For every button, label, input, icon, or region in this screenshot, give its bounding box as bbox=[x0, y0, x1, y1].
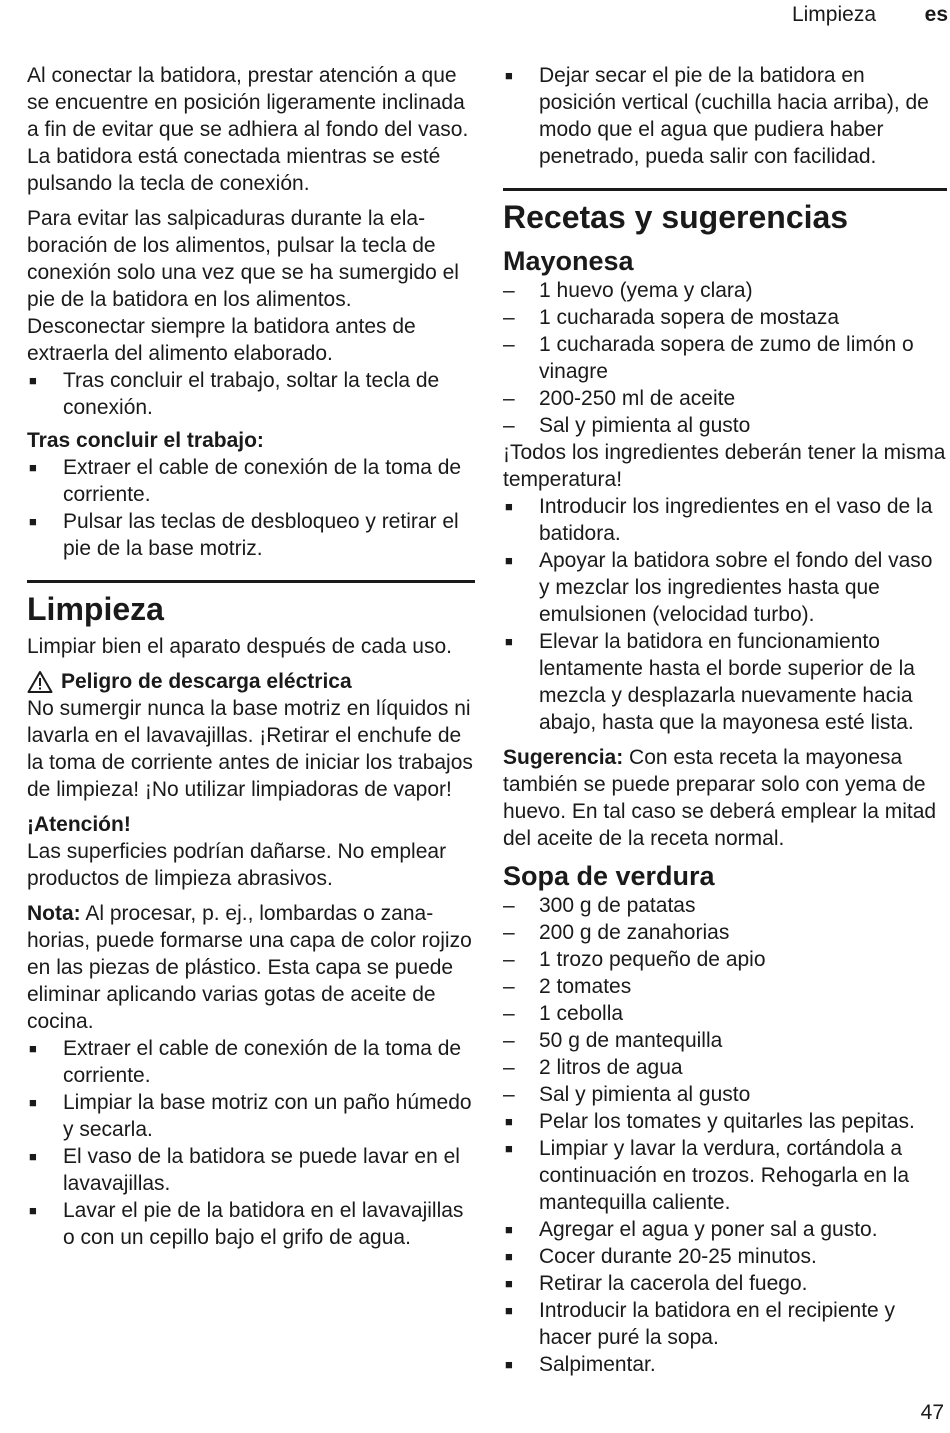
ingredient-item: – 1 trozo pequeño de apio bbox=[503, 946, 947, 973]
section-divider bbox=[503, 188, 947, 191]
ingredient-item: – 1 cucharada sopera de mostaza bbox=[503, 304, 947, 331]
list-item: ■ Agregar el agua y poner sal a gusto. bbox=[503, 1216, 947, 1243]
note-text: Al procesar, p. ej., lombardas o zanahorias, puede formarse una capa de color rojizo en las piezas de plástico. Esta capa se puede eliminar aplicando varias gotas de aceite de cocina. bbox=[27, 902, 472, 1033]
ingredient-item: – 1 cebolla bbox=[503, 1000, 947, 1027]
note-paragraph bbox=[27, 900, 475, 1035]
ingredient-item: – 1 cucharada sopera de zumo de limón o vinagre bbox=[503, 331, 947, 385]
ingredient-item: – 200 g de zanahorias bbox=[503, 919, 947, 946]
list-item: ■ Cocer durante 20-25 minutos. bbox=[503, 1243, 947, 1270]
soup-title: Sopa de verdura bbox=[503, 861, 715, 891]
list-item: ■ Introducir la batidora en el recipiente y hacer puré la sopa. bbox=[503, 1297, 947, 1351]
ingredient-item: – Sal y pimienta al gusto bbox=[503, 1081, 947, 1108]
ingredient-item: – Sal y pimienta al gusto bbox=[503, 412, 947, 439]
paragraph-connect: Al conectar la batidora, prestar atención a que se encuentre en posición ligeramente inclinada a fin de evitar que se adhiera al fondo del vaso. La batidora está conectada mientras se esté pulsando la tecla de conexión. bbox=[27, 64, 469, 195]
warning-triangle-icon bbox=[27, 670, 53, 694]
list-item: ■ Pelar los tomates y quitarles las pepitas. bbox=[503, 1108, 947, 1135]
ingredient-item: – 2 tomates bbox=[503, 973, 947, 1000]
list-item: ■ Extraer el cable de conexión de la toma de corriente. bbox=[27, 1035, 475, 1089]
tip-paragraph bbox=[503, 744, 947, 852]
list-item: ■ Limpiar la base motriz con un paño húmedo y secarla. bbox=[27, 1089, 475, 1143]
list-item: ■ Lavar el pie de la batidora en el lavavajillas o con un cepillo bajo el grifo de agua. bbox=[27, 1197, 475, 1251]
ingredient-item: – 50 g de mantequilla bbox=[503, 1027, 947, 1054]
paragraph-splash: Para evitar las salpicaduras durante la elaboración de los alimentos, pulsar la tecla de conexión solo una vez que se ha sumergido el pie de la batidora en los alimentos. Desconectar siempre la batidora antes de extraerla del alimento elaborado. bbox=[27, 207, 459, 365]
header-language-code: es bbox=[924, 3, 948, 26]
list-item: ■ Extraer el cable de conexión de la toma de corriente. bbox=[27, 454, 475, 508]
list-item: ■ Salpimentar. bbox=[503, 1351, 947, 1378]
danger-heading bbox=[27, 668, 475, 695]
cleaning-title: Limpieza bbox=[27, 591, 164, 627]
danger-text: No sumergir nunca la base motriz en líquidos ni lavarla en el lavavajillas. ¡Retirar el enchufe de la toma de corriente antes de iniciar los trabajos de limpieza! ¡No utilizar limpiadoras de vapor! bbox=[27, 697, 473, 801]
list-item: ■ Apoyar la batidora sobre el fondo del vaso y mezclar los ingredientes hasta que emulsionen (velocidad turbo). bbox=[503, 547, 947, 628]
tip-label: Sugerencia: bbox=[503, 746, 624, 769]
tip-text: Con esta receta la mayonesa también se puede preparar solo con yema de huevo. En tal caso se deberá emplear la mitad del aceite de la receta normal. bbox=[503, 746, 937, 850]
list-item: ■ Limpiar y lavar la verdura, cortándola a continuación en trozos. Rehogarla en la mantequilla caliente. bbox=[503, 1135, 947, 1216]
list-item: ■ Retirar la cacerola del fuego. bbox=[503, 1270, 947, 1297]
danger-title: Peligro de descarga eléctrica bbox=[61, 670, 352, 693]
right-column bbox=[503, 62, 947, 1378]
ingredient-item: – 200-250 ml de aceite bbox=[503, 385, 947, 412]
ingredient-item: – 2 litros de agua bbox=[503, 1054, 947, 1081]
mayonnaise-title: Mayonesa bbox=[503, 246, 634, 276]
attention-heading: ¡Atención! bbox=[27, 813, 131, 836]
list-item: ■ Dejar secar el pie de la batidora en posición vertical (cuchilla hacia arriba), de modo que el agua que pudiera haber penetrado, pueda salir con facilidad. bbox=[503, 62, 947, 170]
section-divider bbox=[27, 580, 475, 583]
list-item: ■ Pulsar las teclas de desbloqueo y retirar el pie de la base motriz. bbox=[27, 508, 475, 562]
after-work-heading: Tras concluir el trabajo: bbox=[27, 429, 264, 452]
cleaning-intro: Limpiar bien el aparato después de cada uso. bbox=[27, 635, 452, 658]
list-item: ■ Elevar la batidora en funcionamiento lentamente hasta el borde superior de la mezcla y desplazarla nuevamente hacia abajo, hasta que la mayonesa esté lista. bbox=[503, 628, 947, 736]
list-item: ■ El vaso de la batidora se puede lavar en el lavavajillas. bbox=[27, 1143, 475, 1197]
ingredient-item: – 1 huevo (yema y clara) bbox=[503, 277, 947, 304]
left-column bbox=[27, 62, 475, 1251]
attention-text: Las superficies podrían dañarse. No emplear productos de limpieza abrasivos. bbox=[27, 840, 447, 890]
note-label: Nota: bbox=[27, 902, 81, 925]
list-item: ■ Introducir los ingredientes en el vaso de la batidora. bbox=[503, 493, 947, 547]
mayonnaise-note: ¡Todos los ingredientes deberán tener la misma temperatura! bbox=[503, 441, 946, 491]
header-section-title: Limpieza bbox=[791, 3, 876, 26]
list-item: ■ Tras concluir el trabajo, soltar la tecla de conexión. bbox=[27, 367, 475, 421]
ingredient-item: – 300 g de patatas bbox=[503, 892, 947, 919]
page-number: 47 bbox=[920, 1401, 944, 1424]
recipes-title: Recetas y sugerencias bbox=[503, 199, 849, 235]
